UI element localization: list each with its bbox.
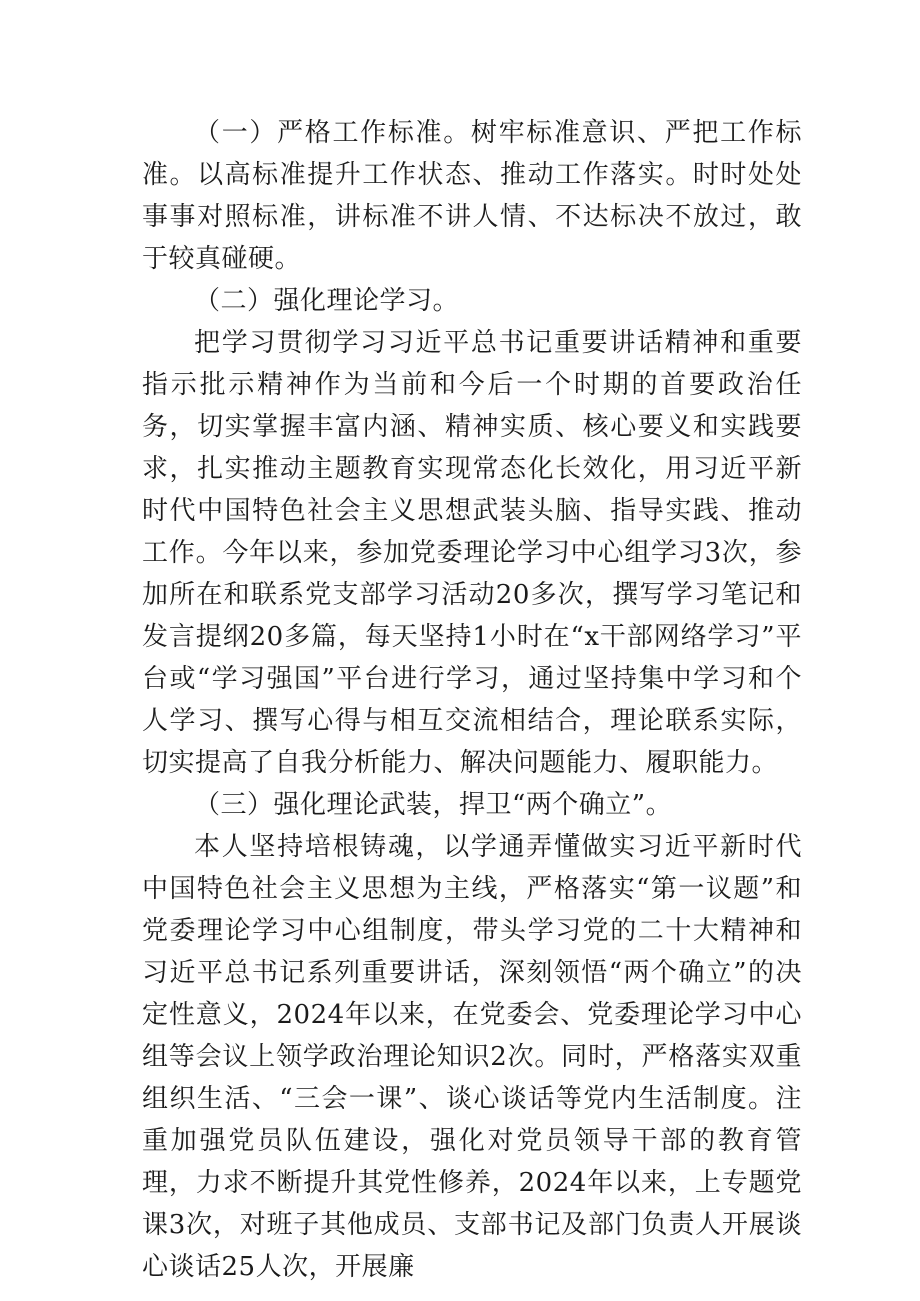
paragraph-theory-armament: 本人坚持培根铸魂，以学通弄懂做实习近平新时代中国特色社会主义思想为主线，严格落实“第一议题”和党委理论学习中心组制度，带头学习党的二十大精神和习近平总书记系列重要讲话，深刻领悟“两个确立”的决定性意义，2024年以来，在党委会、党委理论学习中心组等会议上领学政治理论知识2次。同时，严格落实双重组织生活、“三会一课”、谈心谈话等党内生活制度。注重加强党员队伍建设，强化对党员领导干部的教育管理，力求不断提升其党性修养，2024年以来，上专题党课3次，对班子其他成员、支部书记及部门负责人开展谈心谈话25人次，开展廉 [142,832,802,1282]
paragraph-work-standards: （一）严格工作标准。树牢标准意识、严把工作标准。以高标准提升工作状态、推动工作落实。时时处处事事对照标准，讲标准不讲人情、不达标决不放过，敢于较真碰硬。 [142,118,802,274]
document-body [142,112,802,1288]
heading-theory-study: （二）强化理论学习。 [194,286,460,316]
paragraph-theory-study: 把学习贯彻学习习近平总书记重要讲话精神和重要指示批示精神作为当前和今后一个时期的首要政治任务，切实掌握丰富内涵、精神实质、核心要义和实践要求，扎实推动主题教育实现常态化长效化，用习近平新时代中国特色社会主义思想武装头脑、指导实践、推动工作。今年以来，参加党委理论学习中心组学习3次，参加所在和联系党支部学习活动20多次，撰写学习笔记和发言提纲20多篇，每天坚持1小时在“x干部网络学习”平台或“学习强国”平台进行学习，通过坚持集中学习和个人学习、撰写心得与相互交流相结合，理论联系实际，切实提高了自我分析能力、解决问题能力、履职能力。 [142,328,802,778]
heading-theory-armament: （三）强化理论武装，捍卫“两个确立”。 [194,790,673,820]
